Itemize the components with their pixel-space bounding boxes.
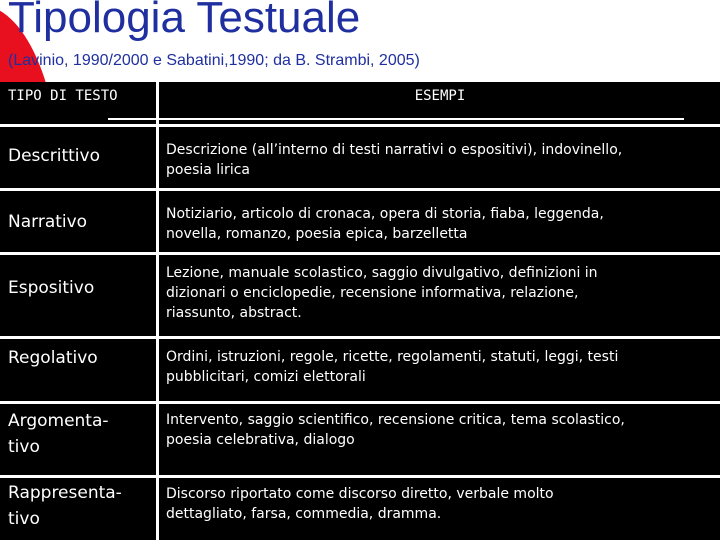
row-examples-line: Ordini, istruzioni, regole, ricette, regolamenti, statuti, leggi, testi [166,349,619,365]
row-examples [158,191,720,252]
table-row [0,404,720,475]
row-examples [158,255,720,336]
row-type-line: Rappresenta- [8,483,122,503]
row-examples [158,127,720,188]
row-type-line: Espositivo [8,278,95,298]
header-type: TIPO DI TESTO [8,88,118,104]
row-examples-line: poesia lirica [166,162,250,178]
row-examples-line: Intervento, saggio scientifico, recensione critica, tema scolastico, [166,412,625,428]
row-examples-line: Discorso riportato come discorso diretto, verbale molto [166,486,554,502]
row-examples-line: Lezione, manuale scolastico, saggio divulgativo, definizioni in [166,265,598,281]
header-underline [108,118,684,120]
table-row [0,339,720,401]
row-type [0,404,158,475]
header-examples: ESEMPI [414,88,466,104]
row-type [0,127,158,188]
row-type [0,255,158,336]
row-type-line: tivo [8,437,40,457]
row-examples-line: dettagliato, farsa, commedia, dramma. [166,506,442,522]
slide-subtitle: (Lavinio, 1990/2000 e Sabatini,1990; da B. Strambi, 2005) [8,52,420,69]
row-type-line: tivo [8,509,40,529]
row-type [0,191,158,252]
table-header [0,82,720,124]
row-examples [158,404,720,475]
slide-title: Tipologia Testuale [8,0,361,42]
row-examples [158,339,720,401]
row-examples-line: novella, romanzo, poesia epica, barzelletta [166,226,468,242]
row-examples-line: Notiziario, articolo di cronaca, opera di storia, fiaba, leggenda, [166,206,604,222]
row-examples-line: Descrizione (all’interno di testi narrativi o espositivi), indovinello, [166,142,623,158]
row-examples-line: dizionari o enciclopedie, recensione informativa, relazione, [166,285,579,301]
row-type-line: Regolativo [8,348,98,368]
row-examples-line: pubblicitari, comizi elettorali [166,369,366,385]
row-type-line: Narrativo [8,212,88,232]
row-type-line: Argomenta- [8,411,109,431]
row-type-line: Descrittivo [8,146,100,166]
row-examples-line: riassunto, abstract. [166,305,302,321]
row-examples [158,478,720,540]
table-row [0,478,720,540]
row-type [0,478,158,540]
row-type [0,339,158,401]
table-row [0,127,720,188]
text-types-table [0,82,720,540]
row-examples-line: poesia celebrativa, dialogo [166,432,355,448]
table-row [0,191,720,252]
table-row [0,255,720,336]
